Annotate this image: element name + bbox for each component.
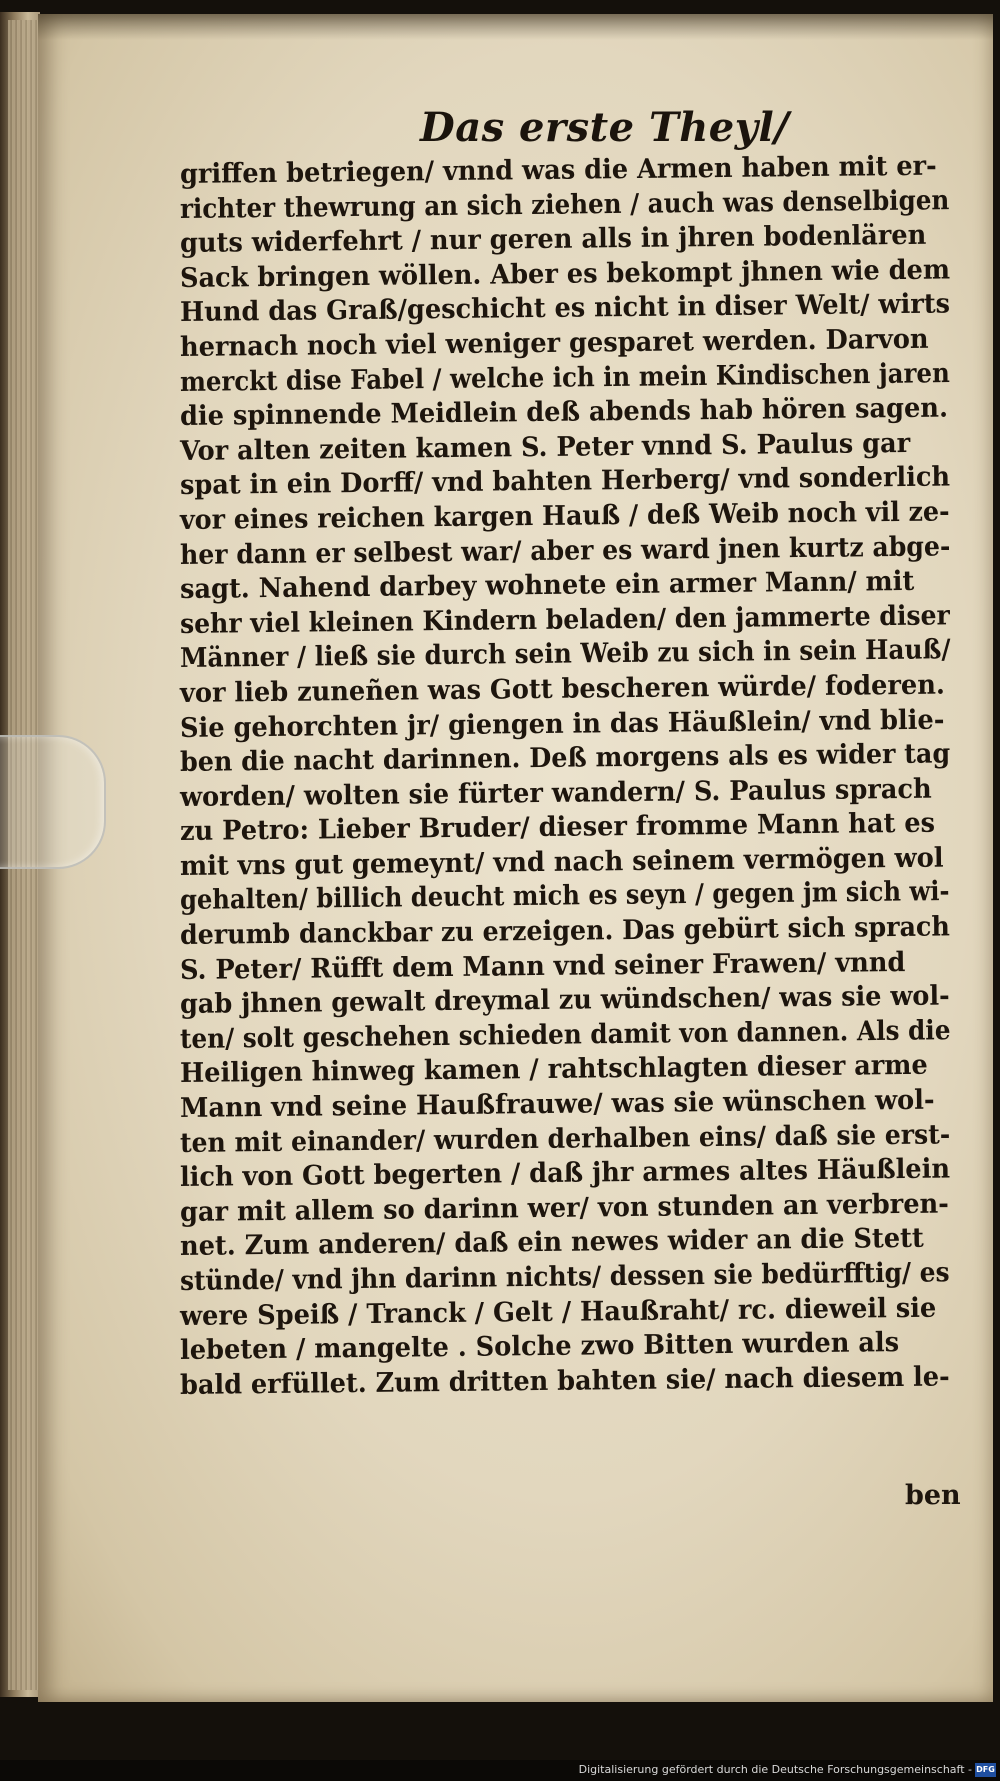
text-line: guts widerfehrt / nur geren alls in jhren bodenlären — [179, 219, 927, 260]
catchword: ben — [905, 1480, 961, 1511]
text-line: Sack bringen wöllen. Aber es bekompt jhnen wie dem — [179, 254, 951, 294]
text-line: gehalten/ billich deucht mich es seyn / gegen jm sich wi- — [179, 876, 950, 917]
text-line: derumb danckbar zu erzeigen. Das gebürt sich sprach — [179, 911, 950, 952]
text-line: zu Petro: Lieber Bruder/ dieser fromme Mann hat es — [179, 807, 936, 848]
text-line: stünde/ vnd jhn darinn nichts/ dessen sie bedürfftig/ es — [179, 1257, 950, 1297]
text-line: ten/ solt geschehen schieden damit von dannen. Als die — [179, 1015, 951, 1055]
text-line: vor eines reichen kargen Hauß / deß Weib noch vil ze- — [179, 496, 950, 536]
text-line: sehr viel kleinen Kindern beladen/ den jammerte diser — [179, 600, 950, 640]
funding-credit: Digitalisierung gefördert durch die Deutsche Forschungsgemeinschaft - — [578, 1763, 972, 1776]
text-line: lebeten / mangelte . Solche zwo Bitten wurden als — [179, 1327, 900, 1367]
text-line: Männer / ließ sie durch sein Weib zu sich in sein Hauß/ — [179, 634, 951, 675]
text-line: sagt. Nahend darbey wohnete ein armer Mann/ mit — [179, 566, 915, 606]
text-line: ben die nacht darinnen. Deß morgens als es wider tag — [179, 738, 951, 779]
text-line: mit vns gut gemeynt/ vnd nach seinem vermögen wol — [179, 842, 944, 882]
text-line: gab jhnen gewalt dreymal zu wündschen/ was sie wol- — [179, 980, 950, 1021]
text-line: net. Zum anderen/ daß ein newes wider an die Stett — [179, 1223, 924, 1263]
text-line: ten mit einander/ wurden derhalben eins/ daß sie erst- — [179, 1118, 951, 1159]
text-line: griffen betriegen/ vnnd was die Armen haben mit er- — [179, 150, 937, 190]
text-line: spat in ein Dorff/ vnd bahten Herberg/ vnd sonderlich — [179, 461, 951, 502]
dfg-logo: DFG — [975, 1763, 996, 1777]
text-line: worden/ wolten sie fürter wandern/ S. Paulus sprach — [179, 773, 932, 813]
text-line: her dann er selbest war/ aber es ward jnen kurtz abge- — [179, 530, 951, 571]
text-line: hernach noch viel weniger gesparet werden. Darvon — [179, 323, 929, 363]
text-line: gar mit allem so darinn wer/ von stunden an verbren- — [179, 1188, 950, 1228]
text-line: Vor alten zeiten kamen S. Peter vnnd S. Paulus gar — [179, 427, 911, 467]
text-line: merckt dise Fabel / welche ich in mein Kindischen jaren — [179, 357, 950, 398]
text-line: Heiligen hinweg kamen / rahtschlagten dieser arme — [179, 1050, 928, 1090]
text-line: Hund das Graß/geschicht es nicht in diser Welt/ wirts — [179, 288, 951, 329]
text-line: die spinnende Meidlein deß abends hab hören sagen. — [179, 392, 949, 433]
page-holder-clip — [0, 735, 106, 869]
text-line: lich von Gott begerten / daß jhr armes altes Häußlein — [179, 1153, 951, 1194]
running-head: Das erste Theyl/ — [420, 104, 790, 151]
text-line: Sie gehorchten jr/ giengen in das Häußlein/ vnd blie- — [179, 704, 945, 744]
text-line: richter thewrung an sich ziehen / auch was denselbigen — [179, 184, 950, 225]
text-line: bald erfüllet. Zum dritten bahten sie/ nach diesem le- — [179, 1361, 950, 1401]
text-line: Mann vnd seine Haußfrauwe/ was sie wünschen wol- — [179, 1084, 935, 1125]
page-text-block — [179, 150, 960, 1403]
text-line: vor lieb zuneñen was Gott bescheren würde/ foderen. — [179, 669, 945, 709]
page-top-shadow — [38, 14, 993, 40]
text-line: were Speiß / Tranck / Gelt / Haußraht/ rc. dieweil sie — [179, 1292, 937, 1332]
text-line: S. Peter/ Rüfft dem Mann vnd seiner Frawen/ vnnd — [179, 946, 906, 986]
